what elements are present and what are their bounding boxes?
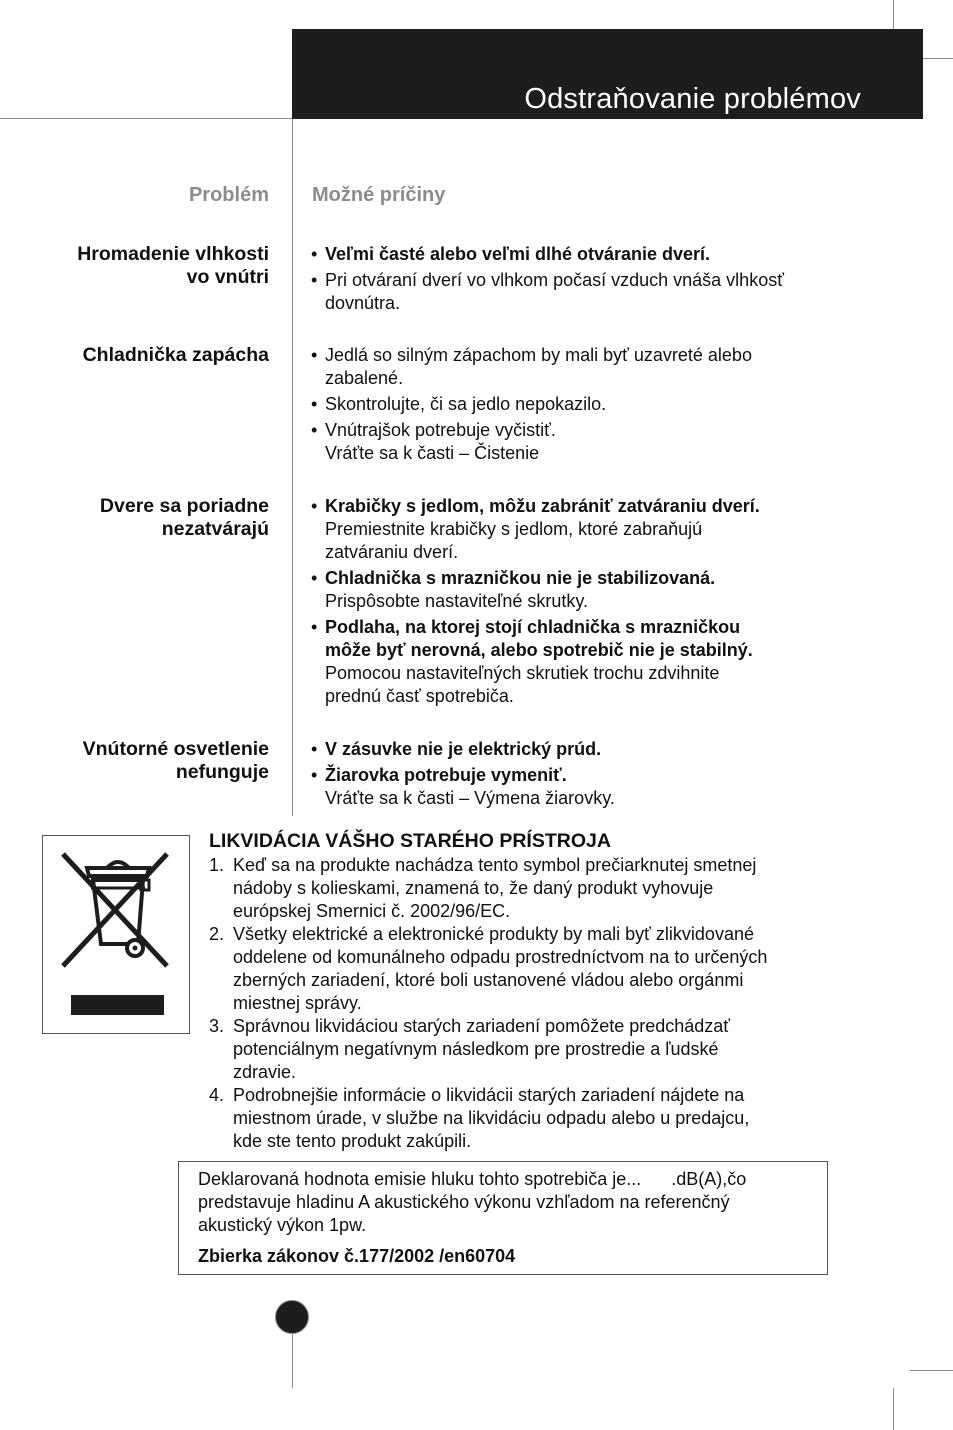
causes-list [311,495,851,711]
crop-mark-right-lower [910,1370,953,1371]
page-marker-dot [275,1300,309,1334]
cause-item: • Podlaha, na ktorej stojí chladnička s mrazničkou môže byť nerovná, alebo spotrebič nie je stabilný. Pomocou nastaviteľných skrutiek trochu zdvihnite prednú časť spotrebiča. [311,616,851,708]
disposal-item: 2. Všetky elektrické a elektronické produkty by mali byť zlikvidované oddelene od komunálneho odpadu prostredníctvom na to určených zberných zariadení, ktoré boli ustanovené vládou alebo orgánmi miestnej správy. [209,924,768,1013]
cause-item: • Jedlá so silným zápachom by mali byť uzavreté alebo zabalené. [311,344,851,390]
crop-mark-right-upper [923,58,953,59]
causes-list [311,243,851,318]
noise-declaration-box [178,1161,828,1275]
noise-text: Deklarovaná hodnota emisie hluku tohto spotrebiča je... .dB(A),čo [198,1169,747,1189]
cause-item: • Vnútrajšok potrebuje vyčistiť. Vráťte sa k časti – Čistenie [311,419,851,465]
cause-item: • Chladnička s mrazničkou nie je stabilizovaná. Prispôsobte nastaviteľné skrutky. [311,567,851,613]
causes-list [311,738,851,813]
causes-list [311,344,851,468]
disposal-item: 3. Správnou likvidáciou starých zariadení pomôžete predchádzať potenciálnym negatívnym následkom pre prostredie a ľudské zdravie. [209,1016,731,1082]
header-rule-left [0,118,292,119]
problem-label: Dvere sa poriadne nezatvárajú [99,495,269,540]
cause-item: • V zásuvke nie je elektrický prúd. [311,738,851,761]
problem-label: Vnútorné osvetlenie nefunguje [82,738,269,783]
disposal-item: 4. Podrobnejšie informácie o likvidácii starých zariadení nájdete na miestnom úrade, v službe na likvidáciu odpadu alebo u predajcu, kde ste tento produkt zakúpili. [209,1085,750,1151]
cause-item: • Veľmi časté alebo veľmi dlhé otváranie dverí. [311,243,851,266]
crossed-out-wheelie-bin-icon [43,836,191,1035]
disposal-section [209,829,849,1153]
problem-label: Chladnička zapácha [82,344,269,366]
header-bar [292,29,923,119]
column-header-problem: Problém [188,184,269,206]
law-reference: Zbierka zákonov č.177/2002 /en60704 [198,1246,516,1266]
disposal-title: LIKVIDÁCIA VÁŠHO STARÉHO PRÍSTROJA [209,830,611,852]
page-divider-lower [292,1325,293,1388]
noise-text: akustický výkon 1pw. [198,1215,367,1235]
cause-item: • Pri otváraní dverí vo vlhkom počasí vzduch vnáša vlhkosť dovnútra. [311,269,851,315]
cause-item: • Žiarovka potrebuje vymeniť. Vráťte sa k časti – Výmena žiarovky. [311,764,851,810]
crop-mark-top-right [893,0,894,29]
cause-item: • Skontrolujte, či sa jedlo nepokazilo. [311,393,851,416]
noise-text: predstavuje hladinu A akustického výkonu vzhľadom na referenčný [198,1192,730,1212]
column-header-causes: Možné príčiny [312,184,446,206]
problem-label: Hromadenie vlhkosti vo vnútri [77,243,269,288]
page-title: Odstraňovanie problémov [524,83,861,115]
disposal-item: 1. Keď sa na produkte nachádza tento symbol prečiarknutej smetnej nádoby s kolieskami, znamená to, že daný produkt vyhovuje európskej Smernici č. 2002/96/EC. [209,855,757,921]
crop-mark-bottom-right [893,1388,894,1430]
weee-symbol-box [42,835,190,1034]
page-divider-upper [292,29,293,816]
cause-item: • Krabičky s jedlom, môžu zabrániť zatváraniu dverí. Premiestnite krabičky s jedlom, ktoré zabraňujú zatváraniu dverí. [311,495,851,564]
